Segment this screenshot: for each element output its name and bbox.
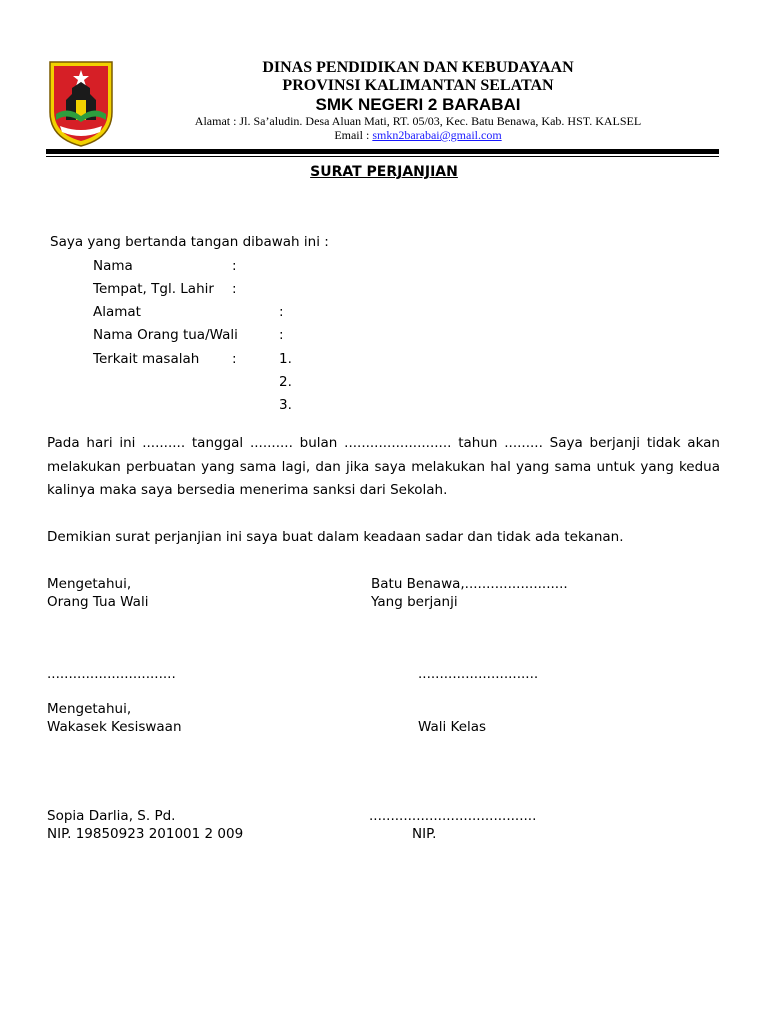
letterhead-address: Alamat : Jl. Sa’aludin. Desa Aluan Mati, RT. 05/03, Kec. Batu Benawa, Kab. HST. KALSEL [194, 114, 642, 128]
closing-paragraph: Demikian surat perjanjian ini saya buat dalam keadaan sadar dan tidak ada tekanan. [47, 529, 624, 545]
sign2-left-nip: NIP. 19850923 201001 2 009 [47, 826, 244, 842]
field-label-ortu: Nama Orang tua/Wali [93, 327, 238, 343]
sign2-left-name: Sopia Darlia, S. Pd. [47, 808, 176, 824]
sign2-left-mengetahui: Mengetahui, [47, 701, 132, 717]
document-title: SURAT PERJANJIAN [310, 164, 458, 180]
email-label: Email : [334, 128, 373, 142]
field-colon-nama: : [232, 258, 237, 274]
sign2-right-nip: NIP. [412, 826, 437, 842]
sign2-right-role: Wali Kelas [418, 719, 487, 735]
sign-right-place-date: Batu Benawa,........................ [371, 576, 568, 592]
agreement-paragraph: Pada hari ini .......... tanggal .......... bulan ......................... tahun ......... Saya berjanji tidak akan melakukan perbuatan yang sama lagi, dan jika saya melakukan hal yang sama untuk yang kedua kalinya maka saya bersedia menerima sanksi dari Sekolah. [47, 435, 720, 498]
field-colon-masalah: : [232, 351, 237, 367]
field-label-masalah: Terkait masalah [93, 351, 200, 367]
masalah-item-2: 2. [279, 374, 292, 390]
sign2-right-dots: ....................................... [369, 808, 537, 824]
header-divider-thick [46, 149, 719, 154]
sign-left-mengetahui: Mengetahui, [47, 576, 132, 592]
field-label-alamat: Alamat [93, 304, 141, 320]
sign-left-role: Orang Tua Wali [47, 594, 149, 610]
letterhead-province: PROVINSI KALIMANTAN SELATAN [282, 77, 554, 94]
field-label-ttl: Tempat, Tgl. Lahir [93, 281, 214, 297]
sign-left-dots: .............................. [47, 666, 176, 682]
header-divider-thin [46, 156, 719, 157]
sign-right-dots: ............................ [418, 666, 539, 682]
email-link[interactable]: smkn2barabai@gmail.com [372, 128, 502, 142]
masalah-item-3: 3. [279, 397, 292, 413]
sign-right-role: Yang berjanji [371, 594, 458, 610]
intro-text: Saya yang bertanda tangan dibawah ini : [50, 234, 329, 250]
field-colon-ortu: : [279, 327, 284, 343]
letterhead-email [0, 128, 768, 143]
field-colon-alamat: : [279, 304, 284, 320]
field-label-nama: Nama [93, 258, 133, 274]
letterhead-agency: DINAS PENDIDIKAN DAN KEBUDAYAAN [262, 59, 574, 76]
sign2-left-role: Wakasek Kesiswaan [47, 719, 182, 735]
field-colon-ttl: : [232, 281, 237, 297]
letterhead-school: SMK NEGERI 2 BARABAI [315, 95, 521, 114]
masalah-item-1: 1. [279, 351, 292, 367]
